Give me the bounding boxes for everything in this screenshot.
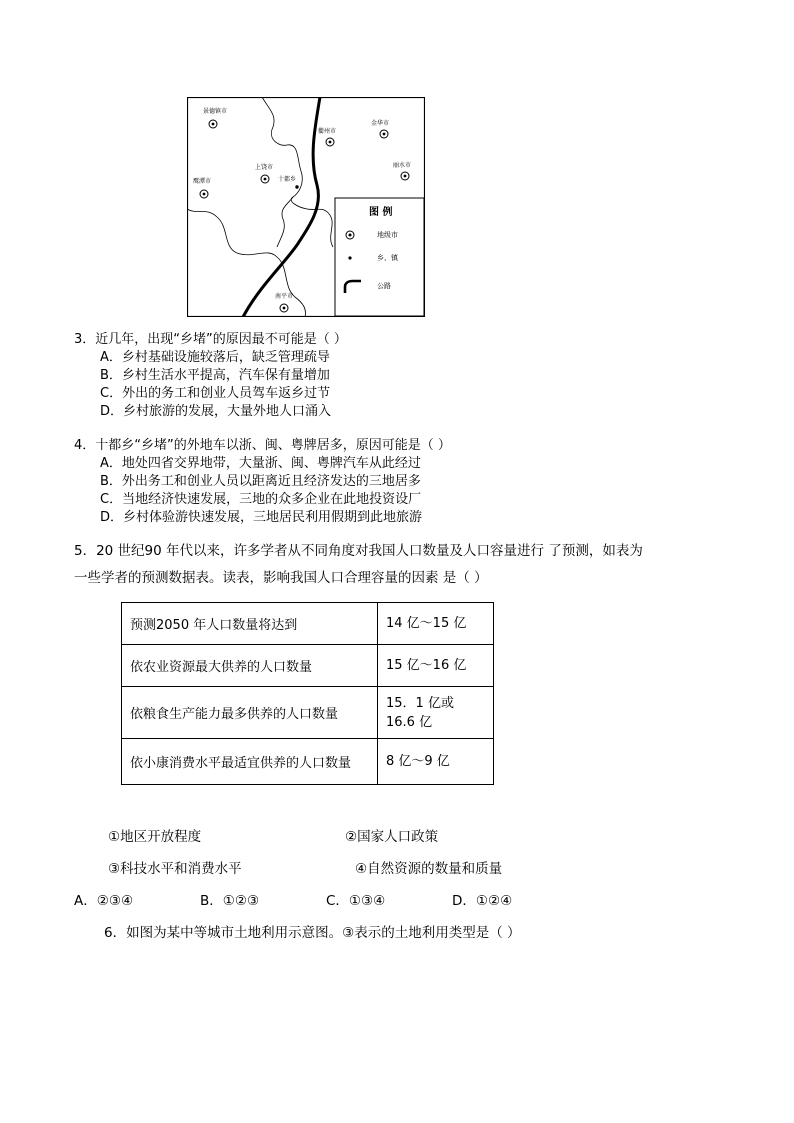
q4-option-c: C．当地经济快速发展，三地的众多企业在此地投资设厂	[100, 492, 422, 507]
q5-choice-d: D．①②④	[452, 893, 513, 909]
q4-option-a: A．地处四省交界地带，大量浙、闽、粤牌汽车从此经过	[100, 456, 421, 471]
table-cell-label: 依粮食生产能力最多供养的人口数量	[122, 687, 378, 739]
q4-stem: 4．十都乡“乡堵”的外地车以浙、闽、粤牌居多，原因可能是（ ）	[74, 438, 451, 453]
table-row	[122, 603, 494, 645]
legend-prefecture-label: 地级市	[377, 231, 398, 239]
region-map	[187, 97, 425, 317]
q4-option-b: B．外出务工和创业人员以距离近且经济发达的三地居多	[100, 474, 421, 489]
table-cell-value: 15．1 亿或 16.6 亿	[378, 687, 494, 739]
prediction-table	[121, 602, 494, 785]
table-cell-label: 依农业资源最大供养的人口数量	[122, 645, 378, 687]
svg-text:十都乡: 十都乡	[278, 176, 297, 183]
q3-stem: 3．近几年，出现“乡堵”的原因最不可能是（ ）	[74, 332, 347, 347]
q5-factor-1: ①地区开放程度	[108, 829, 202, 845]
q5-stem-line1: 5．20 世纪90 年代以来，许多学者从不同角度对我国人口数量及人口容量进行 了预测，如表为	[74, 543, 643, 559]
q3-option-d: D．乡村旅游的发展，大量外地人口涌入	[100, 404, 332, 419]
table-row	[122, 645, 494, 687]
table-cell-value: 15 亿～16 亿	[378, 645, 494, 687]
q3-option-c: C．外出的务工和创业人员驾车返乡过节	[100, 386, 331, 401]
svg-text:南平市: 南平市	[275, 293, 294, 300]
q4-option-d: D．乡村体验游快速发展，三地居民利用假期到此地旅游	[100, 510, 423, 525]
svg-text:金华市: 金华市	[371, 120, 390, 127]
legend-title: 图 例	[369, 207, 393, 218]
q5-stem-line2: 一些学者的预测数据表。读表，影响我国人口合理容量的因素 是（ ）	[74, 570, 488, 586]
q5-factor-4: ④自然资源的数量和质量	[355, 861, 503, 877]
q5-choice-c: C．①③④	[326, 893, 386, 909]
q5-choice-b: B．①②③	[200, 893, 260, 909]
q6-stem: 6．如图为某中等城市土地利用示意图。③表示的土地利用类型是（ ）	[104, 925, 521, 941]
svg-text:上饶市: 上饶市	[255, 164, 274, 171]
table-cell-value: 8 亿～9 亿	[378, 739, 494, 785]
svg-text:景德镇市: 景德镇市	[203, 108, 228, 115]
svg-text:丽水市: 丽水市	[393, 162, 412, 169]
table-cell-label: 依小康消费水平最适宜供养的人口数量	[122, 739, 378, 785]
legend-town-label: 乡、镇	[377, 254, 398, 262]
q5-factor-3: ③科技水平和消费水平	[108, 861, 242, 877]
legend-road-label: 公路	[377, 282, 391, 290]
svg-text:衢州市: 衢州市	[318, 128, 337, 135]
q3-option-b: B．乡村生活水平提高，汽车保有量增加	[100, 368, 330, 383]
q3-option-a: A．乡村基础设施较落后，缺乏管理疏导	[100, 350, 330, 365]
table-cell-value: 14 亿～15 亿	[378, 603, 494, 645]
table-cell-label: 预测2050 年人口数量将达到	[122, 603, 378, 645]
q5-choice-a: A．②③④	[74, 893, 134, 909]
table-row	[122, 687, 494, 739]
q5-factor-2: ②国家人口政策	[345, 829, 439, 845]
table-row	[122, 739, 494, 785]
svg-text:鹰潭市: 鹰潭市	[193, 178, 212, 185]
